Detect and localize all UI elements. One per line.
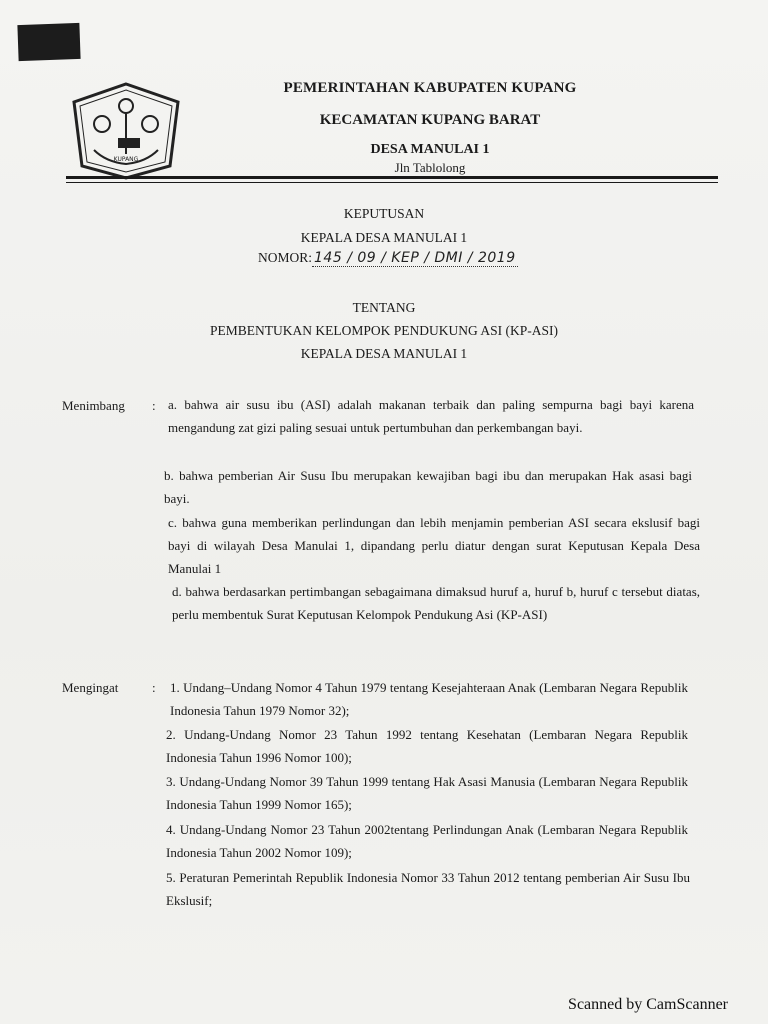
header-divider-thin xyxy=(66,182,718,183)
decree-issuer: KEPALA DESA MANULAI 1 xyxy=(300,346,468,361)
item-text: bahwa air susu ibu (ASI) adalah makanan terbaik dan paling sempurna bagi bayi karena mengandung zat gizi paling sesuai untuk pertumbuhan dan perkembangan bayi. xyxy=(168,397,694,435)
scanner-watermark: Scanned by CamScanner xyxy=(568,996,728,1013)
header-district: KECAMATAN KUPANG BARAT xyxy=(319,112,541,128)
item-text: bahwa guna memberikan perlindungan dan lebih menjamin pemberian ASI secara ekslusif bagi bayi di wilayah Desa Manulai 1, dipandang perlu diatur dengan surat Keputusan Kepala Desa Manulai 1 xyxy=(168,515,701,576)
decree-number xyxy=(258,250,518,266)
item-text: Undang-Undang Nomor 23 Tahun 2002tentang Perlindungan Anak (Lembaran Negara Republik Indonesia Tahun 2002 Nomor 109); xyxy=(166,822,688,860)
nomor-label: NOMOR: xyxy=(258,250,313,265)
menimbang-item-c xyxy=(168,511,700,580)
mengingat-item-1 xyxy=(170,676,688,722)
menimbang-item-d xyxy=(172,580,700,626)
header-divider-thick xyxy=(66,176,718,179)
item-text: Peraturan Pemerintah Republik Indonesia Nomor 33 Tahun 2012 tentang pemberian Air Susu Ibu Ekslusif; xyxy=(166,870,691,908)
item-label: 2. xyxy=(166,727,176,742)
decree-subject: PEMBENTUKAN KELOMPOK PENDUKUNG ASI (KP-ASI) xyxy=(209,323,558,338)
decree-title: KEPUTUSAN xyxy=(343,206,425,221)
header-address: Jln Tablolong xyxy=(394,160,466,175)
item-text: Undang-Undang Nomor 23 Tahun 1992 tentang Kesehatan (Lembaran Negara Republik Indonesia Tahun 1996 Nomor 100); xyxy=(166,727,688,765)
scan-artifact xyxy=(17,23,80,61)
menimbang-item-a xyxy=(168,393,694,439)
item-label: c. xyxy=(168,515,178,530)
mengingat-item-4 xyxy=(166,818,688,864)
item-label: 4. xyxy=(166,822,176,837)
item-label: b. xyxy=(164,468,174,483)
nomor-handwritten-value: 145 / 09 / KEP / DMI / 2019 xyxy=(314,250,516,266)
item-label: 3. xyxy=(166,774,176,789)
item-label: d. xyxy=(172,584,182,599)
item-label: 1. xyxy=(170,680,180,695)
item-text: bahwa pemberian Air Susu Ibu merupakan kewajiban bagi ibu dan merupakan Hak asasi bagi bayi. xyxy=(164,468,692,506)
mengingat-item-2 xyxy=(166,723,688,769)
mengingat-item-5 xyxy=(166,866,690,912)
decree-authority: KEPALA DESA MANULAI 1 xyxy=(300,230,468,245)
item-text: Undang-Undang Nomor 39 Tahun 1999 tentang Hak Asasi Manusia (Lembaran Negara Republik Indonesia Tahun 1999 Nomor 165); xyxy=(166,774,689,812)
mengingat-label: Mengingat xyxy=(62,680,119,695)
item-text: Undang–Undang Nomor 4 Tahun 1979 tentang Kesejahteraan Anak (Lembaran Negara Republik Indonesia Tahun 1979 Nomor 32); xyxy=(170,680,688,718)
menimbang-label: Menimbang xyxy=(62,398,125,413)
header-village: DESA MANULAI 1 xyxy=(370,142,490,157)
header-regency: PEMERINTAHAN KABUPATEN KUPANG xyxy=(283,80,577,96)
menimbang-item-b xyxy=(164,464,692,510)
mengingat-colon: : xyxy=(152,680,156,695)
seal-text: KUPANG xyxy=(113,156,139,163)
item-label: 5. xyxy=(166,870,176,885)
item-text: bahwa berdasarkan pertimbangan sebagaimana dimaksud huruf a, huruf b, huruf c tersebut diatas, perlu membentuk Surat Keputusan Kelompok Pendukung Asi (KP-ASI) xyxy=(172,584,701,622)
item-label: a. xyxy=(168,397,178,412)
tentang-heading: TENTANG xyxy=(352,300,416,315)
mengingat-item-3 xyxy=(166,770,688,816)
menimbang-colon: : xyxy=(152,398,156,413)
